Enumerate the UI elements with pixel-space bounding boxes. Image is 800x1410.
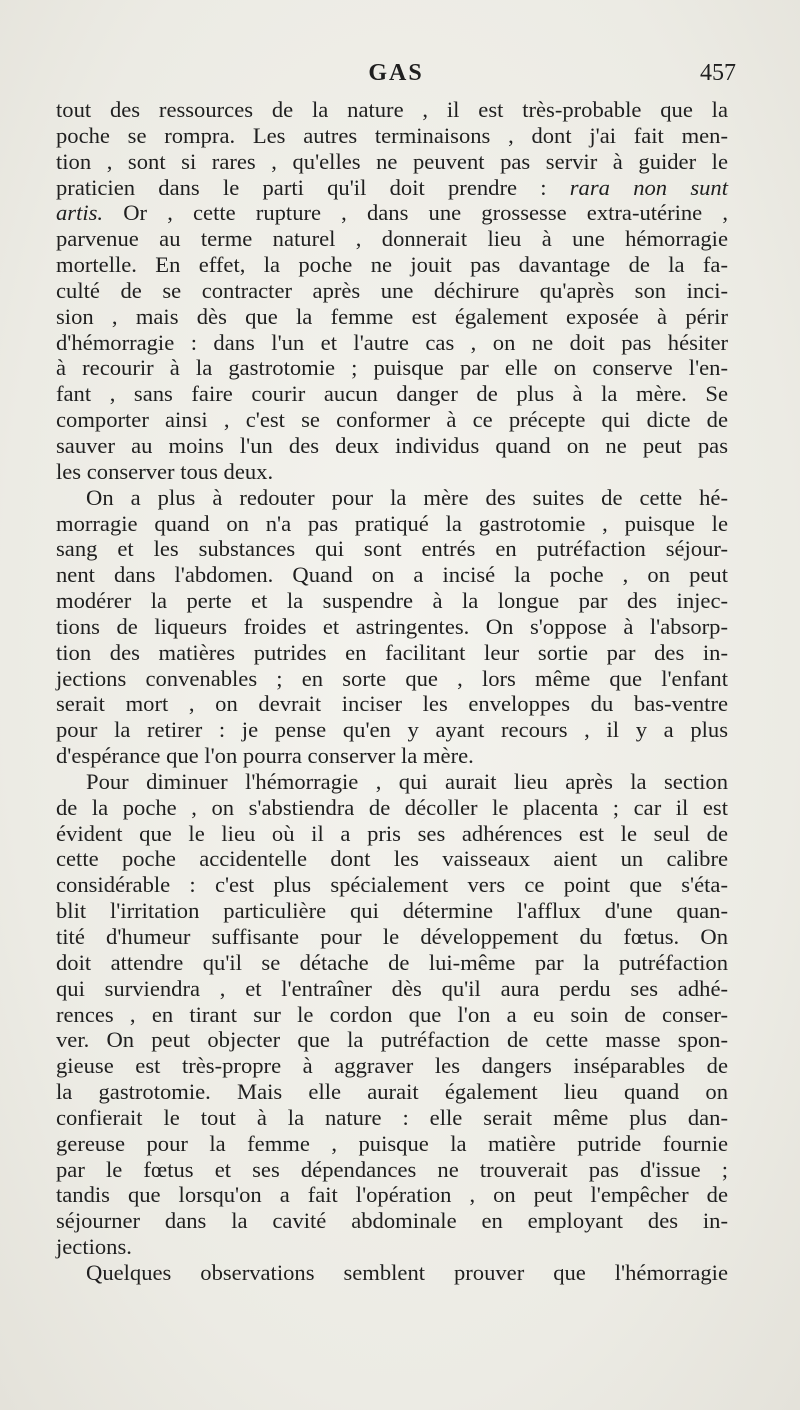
text-line: [56, 924, 728, 950]
text-line: [56, 407, 728, 433]
text-line: [56, 200, 728, 226]
text-line: [56, 355, 728, 381]
text-line: [56, 536, 728, 562]
line-text: tité d'humeur suffisante pour le développement du fœtus. On: [56, 924, 728, 949]
line-text: confierait le tout à la nature : elle serait même plus dan-: [56, 1104, 728, 1130]
line-text: ver. On peut objecter que la putréfaction de cette masse spon-: [56, 1027, 728, 1053]
line-text: pour la retirer : je pense qu'en y ayant recours , il y a plus: [56, 717, 728, 743]
line-text: morragie quand on n'a pas pratiqué la gastrotomie , puisque le: [56, 510, 728, 536]
line-text: serait mort , on devrait inciser les enveloppes du bas-ventre: [56, 691, 728, 717]
line-text: qui surviendra , et l'entraîner dès qu'il aura perdu ses adhé-: [56, 975, 728, 1001]
text-line: [56, 330, 728, 356]
line-text: blit l'irritation particulière qui détermine l'afflux d'une quan-: [56, 898, 728, 924]
text-line: [56, 304, 728, 330]
text-line: [56, 1079, 728, 1105]
page-number: 457: [700, 60, 736, 86]
text-line: [56, 588, 728, 614]
line-text: d'espérance que l'on pourra conserver la mère.: [56, 743, 474, 769]
line-text: doit attendre qu'il se détache de lui-même par la putréfaction: [56, 949, 728, 975]
line-text: mortelle. En effet, la poche ne jouit pas davantage de la fa-: [56, 252, 728, 278]
line-text: parvenue au terme naturel , donnerait lieu à une hémorragie: [56, 226, 728, 252]
text-line: [56, 1002, 728, 1028]
line-text: tion , sont si rares , qu'elles ne peuvent pas servir à guider le: [56, 148, 728, 174]
line-text: jections convenables ; en sorte que , lors même que l'enfant: [56, 665, 728, 691]
text-line: [56, 252, 728, 278]
line-text: rences , en tirant sur le cordon que l'on a eu soin de conser-: [56, 1001, 728, 1027]
line-text: tions de liqueurs froides et astringentes. On s'oppose à l'absorp-: [56, 613, 728, 639]
line-text: les conserver tous deux.: [56, 458, 274, 484]
line-text: d'hémorragie : dans l'un et l'autre cas , on ne doit pas hésiter: [56, 329, 728, 355]
text-line: [56, 226, 728, 252]
text-line: [56, 433, 728, 459]
text-line: [56, 614, 728, 640]
line-text: tion des matières putrides en facilitant leur sortie par des in-: [56, 639, 728, 665]
line-text: par le fœtus et ses dépendances ne trouverait pas d'issue ;: [56, 1156, 728, 1182]
line-text: gieuse est très-propre à aggraver les dangers inséparables de: [56, 1053, 728, 1079]
running-head: GAS: [368, 60, 424, 86]
line-text: sauver au moins l'un des deux individus quand on ne peut pas: [56, 432, 728, 458]
line-text: évident que le lieu où il a pris ses adhérences est le seul de: [56, 820, 728, 846]
line-text: sion , mais dès que la femme est également exposée à périr: [56, 303, 728, 329]
text-line: [56, 1182, 728, 1208]
line-text: la gastrotomie. Mais elle aurait également lieu quand on: [56, 1079, 728, 1105]
text-line: [56, 1157, 728, 1183]
line-text: jections.: [56, 1234, 132, 1260]
line-text: de la poche , on s'abstiendra de décoller le placenta ; car il est: [56, 794, 728, 820]
line-text: culté de se contracter après une déchirure qu'après son inci-: [56, 277, 728, 303]
text-line: [56, 278, 728, 304]
text-line: [56, 976, 728, 1002]
text-line: [56, 97, 728, 123]
text-line: [56, 485, 728, 511]
italic-text: rara non sunt: [569, 174, 728, 200]
line-text: On a plus à redouter pour la mère des suites de cette hé-: [86, 484, 728, 510]
line-text: modérer la perte et la suspendre à la longue par des injec-: [56, 588, 728, 614]
line-text: considérable : c'est plus spécialement vers ce point que s'éta-: [56, 872, 728, 898]
text-line: [56, 149, 728, 175]
line-text: fant , sans faire courir aucun danger de plus à la mère. Se: [56, 381, 728, 407]
text-line: [56, 511, 728, 537]
line-text: Or , cette rupture , dans une grossesse extra-utérine ,: [103, 200, 728, 226]
line-text: comporter ainsi , c'est se conformer à ce précepte qui dicte de: [56, 407, 728, 433]
line-text: Pour diminuer l'hémorragie , qui aurait lieu après la section: [86, 768, 728, 794]
page-header: [56, 60, 736, 96]
line-text: à recourir à la gastrotomie ; puisque par elle on conserve l'en-: [56, 355, 728, 381]
text-line: [56, 795, 728, 821]
line-text: Quelques observations semblent prouver que l'hémorragie: [86, 1259, 728, 1285]
line-text: séjourner dans la cavité abdominale en employant des in-: [56, 1208, 728, 1234]
text-line: [56, 950, 728, 976]
text-line: [56, 846, 728, 872]
text-line: [56, 743, 728, 769]
text-line: [56, 1260, 728, 1286]
line-text: cette poche accidentelle dont les vaisseaux aient un calibre: [56, 846, 728, 872]
text-line: [56, 562, 728, 588]
text-line: [56, 175, 728, 201]
text-line: [56, 640, 728, 666]
text-line: [56, 898, 728, 924]
text-line: [56, 821, 728, 847]
text-line: [56, 1234, 728, 1260]
text-line: [56, 123, 728, 149]
text-line: [56, 459, 728, 485]
line-text: nent dans l'abdomen. Quand on a incisé la poche , on peut: [56, 562, 728, 588]
text-line: [56, 872, 728, 898]
line-text: tout des ressources de la nature , il est très-probable que la: [56, 97, 728, 122]
line-text: tandis que lorsqu'on a fait l'opération , on peut l'empêcher de: [56, 1182, 728, 1208]
text-line: [56, 691, 728, 717]
text-line: [56, 1027, 728, 1053]
line-text: praticien dans le parti qu'il doit prendre :: [56, 174, 570, 200]
line-text: sang et les substances qui sont entrés en putréfaction séjour-: [56, 536, 728, 562]
line-text: gereuse pour la femme , puisque la matière putride fournie: [56, 1130, 728, 1156]
text-line: [56, 1131, 728, 1157]
text-line: [56, 717, 728, 743]
text-line: [56, 769, 728, 795]
line-text: poche se rompra. Les autres terminaisons , dont j'ai fait men-: [56, 122, 728, 148]
text-line: [56, 1105, 728, 1131]
italic-text: artis.: [56, 200, 104, 226]
text-line: [56, 381, 728, 407]
body-text: [56, 97, 728, 1286]
text-line: [56, 666, 728, 692]
text-line: [56, 1053, 728, 1079]
text-line: [56, 1208, 728, 1234]
